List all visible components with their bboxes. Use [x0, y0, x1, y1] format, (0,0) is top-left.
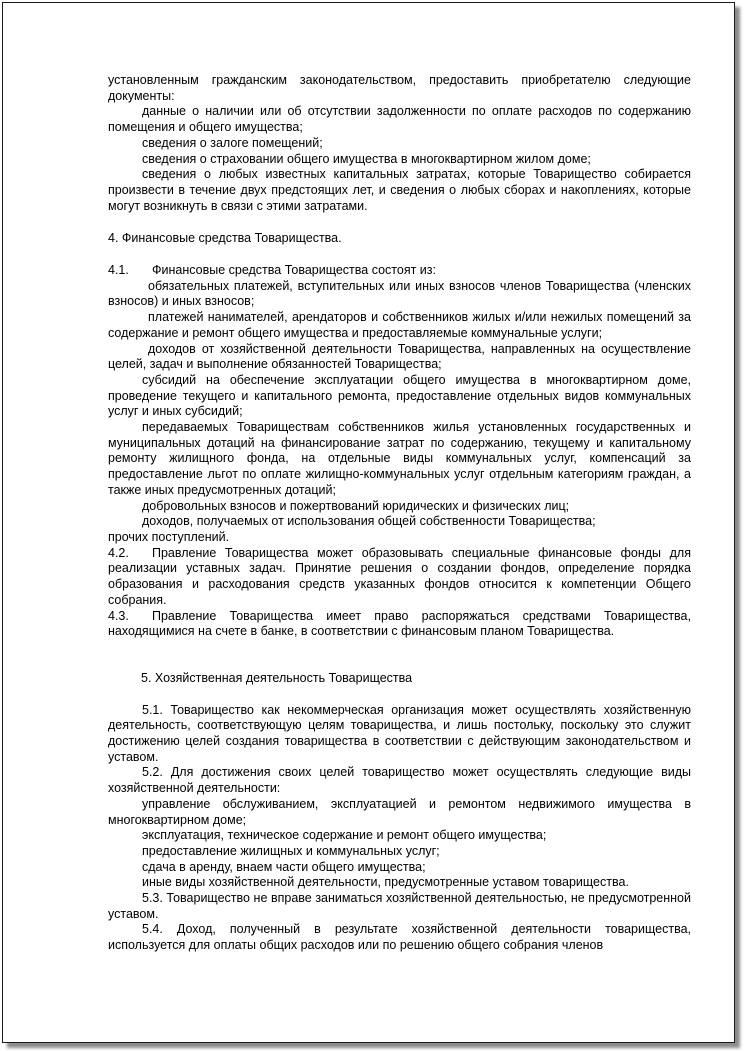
clause-4-1: [108, 263, 691, 279]
document-page: [2, 2, 735, 1043]
section-4-title: 4. Финансовые средства Товарищества.: [108, 231, 342, 246]
clause-number: 4.2.: [108, 545, 129, 560]
list-item: управление обслуживанием, эксплуатацией и ремонтом недвижимого имущества в многоквартирном доме;: [108, 796, 691, 827]
intro-paragraph: установленным гражданским законодательством, предоставить приобретателю следующие документы:: [108, 73, 691, 103]
clause-number: 4.1.: [108, 263, 129, 278]
clause-5-1: 5.1. Товарищество как некоммерческая организация может осуществлять хозяйственную деятельность, соответствующую целям товарищества, и лишь постольку, поскольку это служит достижению целей создания товарищества в соответствии с действующим законодательством и уставом.: [108, 702, 691, 764]
list-item: сдача в аренду, внаем части общего имущества;: [142, 859, 426, 874]
intro-item: сведения о страховании общего имущества в многоквартирном жилом доме;: [142, 151, 591, 166]
list-item: платежей нанимателей, арендаторов и собственников жилых и/или нежилых помещений за содержание и ремонт общего имущества и предоставляемые коммунальные услуги;: [108, 310, 691, 340]
intro-item: сведения о залоге помещений;: [142, 135, 323, 150]
list-item: доходов от хозяйственной деятельности Товарищества, направленных на осуществление целей, задач и выполнение обязанностей Товарищества;: [108, 341, 691, 372]
list-item: иные виды хозяйственной деятельности, предусмотренные уставом товарищества.: [142, 875, 629, 890]
clause-5-2: 5.2. Для достижения своих целей товарищество может осуществлять следующие виды хозяйственной деятельности:: [108, 765, 691, 796]
clause-5-3: 5.3. Товарищество не вправе заниматься хозяйственной деятельностью, не предусмотренной уставом.: [108, 891, 691, 921]
clause-text: Финансовые средства Товарищества состоят из:: [152, 263, 436, 278]
clause-4-3-text: 4.3. Правление Товарищества имеет право распоряжаться средствами Товарищества, находящимися на счете в банке, в соответствии с финансовым планом Товарищества.: [108, 608, 691, 639]
clause-4-2-text: 4.2. Правление Товарищества может образовывать специальные финансовые фонды для реализации уставных задач. Принятие решения о создании фондов, определение порядка образования и расходования средств указанных фондов относится к компетенции Общего собрания.: [108, 545, 691, 607]
list-item: предоставление жилищных и коммунальных услуг;: [142, 843, 440, 858]
intro-item: данные о наличии или об отсутствии задолженности по оплате расходов по содержанию помещения и общего имущества;: [108, 104, 691, 135]
section-5-title: 5. Хозяйственная деятельность Товарищества: [141, 670, 413, 685]
intro-item: сведения о любых известных капитальных затратах, которые Товарищество собирается произвести в течение двух предстоящих лет, и сведения о любых сборах и накоплениях, которые могут возникнуть в связи с этими затратами.: [108, 167, 691, 213]
list-item: прочих поступлений.: [108, 529, 230, 544]
list-item: добровольных взносов и пожертвований юридических и физических лиц;: [142, 498, 570, 513]
document-body: [108, 73, 691, 954]
list-item: доходов, получаемых от использования общей собственности Товарищества;: [142, 514, 596, 529]
list-item: передаваемых Товариществам собственников жилья установленных государственных и муниципальных дотаций на финансирование затрат по содержанию, текущему и капитальному ремонту жилищного фонда, на отдельные виды коммунальных услуг, компенсаций за предоставление льгот по оплате жилищно-коммунальных услуг отдельным категориям граждан, а также иных предусмотренных дотаций;: [108, 420, 691, 497]
list-item: эксплуатация, техническое содержание и ремонт общего имущества;: [142, 828, 547, 843]
list-item: обязательных платежей, вступительных или иных взносов членов Товарищества (членских взносов) и иных взносов;: [108, 278, 691, 309]
clause-5-4: 5.4. Доход, полученный в результате хозяйственной деятельности товарищества, используется для оплаты общих расходов или по решению общего собрания членов: [108, 922, 691, 953]
list-item: субсидий на обеспечение эксплуатации общего имущества в многоквартирном доме, проведение текущего и капитального ремонта, предоставление отдельных видов коммунальных услуг и иных субсидий;: [108, 372, 691, 419]
clause-number: 4.3.: [108, 608, 129, 623]
